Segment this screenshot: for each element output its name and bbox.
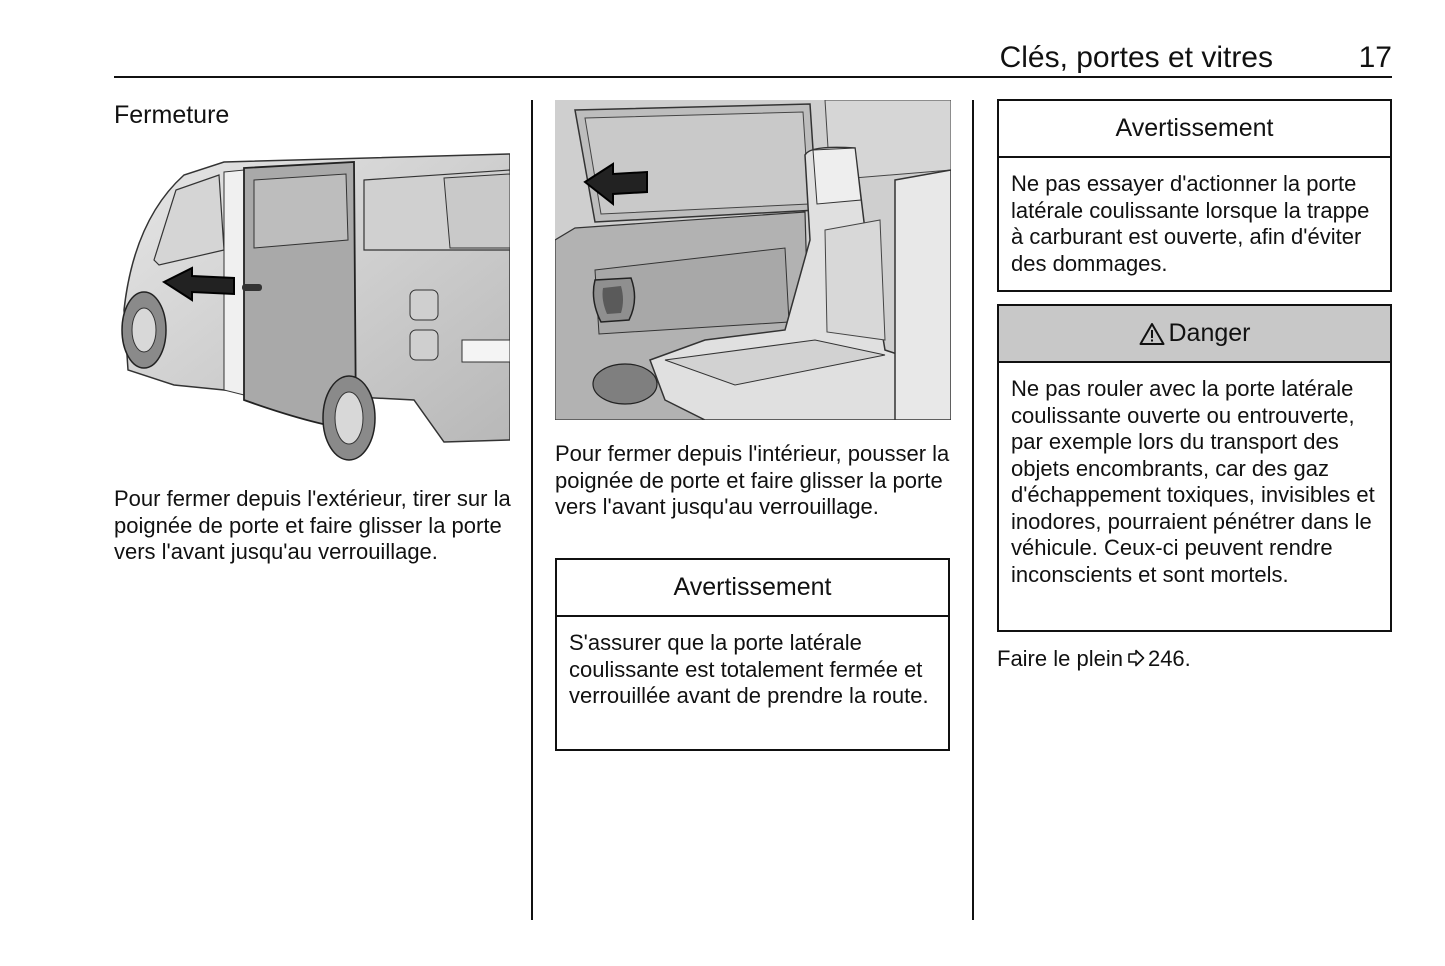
chapter-title: Clés, portes et vitres — [999, 41, 1273, 74]
warning-text: Ne pas essayer d'actionner la porte latérale coulissante lorsque la trappe à carburant est ouverte, afin d'éviter des dommages. — [1011, 171, 1370, 276]
danger-title: Danger — [1168, 319, 1251, 347]
danger-box-exhaust — [997, 304, 1392, 632]
crossref-label: Faire le plein — [997, 646, 1123, 671]
page-number: 17 — [1358, 41, 1392, 74]
warning-triangle-icon — [1139, 322, 1165, 346]
van-sliding-door-interior-icon — [555, 100, 951, 420]
danger-header — [999, 306, 1390, 363]
section-heading: Fermeture — [114, 101, 230, 129]
van-interior-figure — [555, 100, 951, 420]
warning-box-door-closed — [555, 558, 950, 751]
warning-title: Avertissement — [557, 560, 948, 617]
crossref-page[interactable]: 246. — [1147, 646, 1191, 671]
warning-title: Avertissement — [999, 101, 1390, 158]
warning-box-fuel-flap — [997, 99, 1392, 292]
van-exterior-figure — [114, 140, 510, 466]
closing-inside-text: Pour fermer depuis l'intérieur, pousser la poignée de porte et faire glisser la porte vers l'avant jusqu'au verrouillage. — [555, 441, 950, 519]
header-rule — [114, 76, 1392, 78]
closing-outside-text: Pour fermer depuis l'extérieur, tirer sur la poignée de porte et faire glisser la porte vers l'avant jusqu'au verrouillage. — [114, 486, 511, 564]
column-divider-left — [531, 100, 533, 920]
column-divider-right — [972, 100, 974, 920]
warning-text: S'assurer que la porte latérale coulissante est totalement fermée et verrouillée avant de prendre la route. — [569, 630, 929, 708]
crossref-fuel[interactable] — [997, 646, 1191, 673]
danger-text: Ne pas rouler avec la porte latérale coulissante ouverte ou entrouverte, par exemple lors du transport des objets encombrants, car des gaz d'échappement toxiques, invisibles et inodores, pourraient pénétrer dans le véhicule. Ceux-ci peuvent rendre inconscients et sont mortels. — [1011, 376, 1375, 587]
van-sliding-door-exterior-icon — [114, 140, 510, 466]
arrow-outline-icon — [1127, 649, 1145, 667]
